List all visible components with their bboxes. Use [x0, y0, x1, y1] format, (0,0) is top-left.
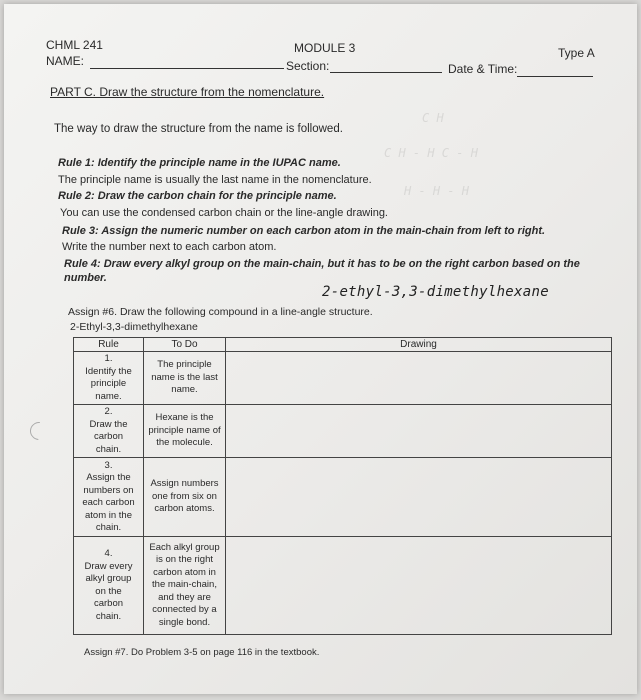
- table-row: [74, 458, 612, 537]
- drawing-cell[interactable]: [226, 352, 612, 405]
- rule-column-header: Rule: [74, 338, 144, 352]
- rule-2-text: You can use the condensed carbon chain or the line-angle drawing.: [60, 207, 388, 219]
- todo-column-header: To Do: [144, 338, 226, 352]
- todo-cell: Hexane is the principle name of the molecule.: [144, 405, 226, 458]
- todo-cell: Each alkyl group is on the right carbon atom in the main-chain, and they are connected by a single bond.: [144, 537, 226, 635]
- rule-cell: 2. Draw the carbon chain.: [74, 405, 144, 458]
- bleed-through-mark: H - H - H: [404, 184, 470, 198]
- intro-text: The way to draw the structure from the name is followed.: [54, 123, 343, 135]
- date-time-label: Date & Time:: [448, 62, 518, 76]
- assign-6-compound: 2-Ethyl-3,3-dimethylhexane: [70, 321, 198, 333]
- bleed-through-mark: C H - H C - H: [384, 146, 478, 160]
- name-label: NAME:: [46, 54, 85, 68]
- rule-cell: 3. Assign the numbers on each carbon atom in the chain.: [74, 458, 144, 537]
- worksheet-page: [4, 4, 637, 694]
- part-title: PART C. Draw the structure from the nomenclature.: [50, 85, 325, 99]
- todo-cell: Assign numbers one from six on carbon atoms.: [144, 458, 226, 537]
- table-row: [74, 537, 612, 635]
- table-row: [74, 405, 612, 458]
- table-row: [74, 352, 612, 405]
- type-label: Type A: [558, 46, 595, 60]
- rule-3-text: Write the number next to each carbon atom.: [62, 241, 277, 253]
- drawing-cell[interactable]: [226, 405, 612, 458]
- date-field-line: [517, 76, 593, 77]
- module-label: MODULE 3: [294, 41, 356, 55]
- drawing-cell[interactable]: [226, 458, 612, 537]
- course-code: CHML 241: [46, 38, 103, 52]
- rule-3-heading: Rule 3: Assign the numeric number on each carbon atom in the main-chain from left to right.: [62, 225, 546, 237]
- assign-6-instruction: Assign #6. Draw the following compound in a line-angle structure.: [68, 306, 373, 318]
- section-label: Section:: [286, 59, 330, 73]
- rule-1-text: The principle name is usually the last name in the nomenclature.: [58, 174, 372, 186]
- handwritten-compound-name: 2-ethyl-3,3-dimethylhexane: [322, 284, 549, 300]
- rule-cell: 1. Identify the principle name.: [74, 352, 144, 405]
- drawing-cell[interactable]: [226, 537, 612, 635]
- bleed-through-mark: C H: [422, 111, 444, 125]
- rule-cell: 4. Draw every alkyl group on the carbon chain.: [74, 537, 144, 635]
- hole-punch-mark: [26, 418, 51, 443]
- todo-cell: The principle name is the last name.: [144, 352, 226, 405]
- assign-7-instruction: Assign #7. Do Problem 3-5 on page 116 in the textbook.: [84, 647, 320, 658]
- rule-2-heading: Rule 2: Draw the carbon chain for the principle name.: [58, 190, 337, 202]
- rules-table: [73, 337, 612, 635]
- rule-4-heading-cont: number.: [64, 272, 107, 284]
- rule-1-heading: Rule 1: Identify the principle name in the IUPAC name.: [58, 157, 341, 169]
- drawing-column-header: Drawing: [226, 338, 612, 352]
- name-field-line: [90, 68, 284, 69]
- rule-4-heading: Rule 4: Draw every alkyl group on the main-chain, but it has to be on the right carbon based on the: [64, 258, 580, 270]
- section-field-line: [330, 72, 442, 73]
